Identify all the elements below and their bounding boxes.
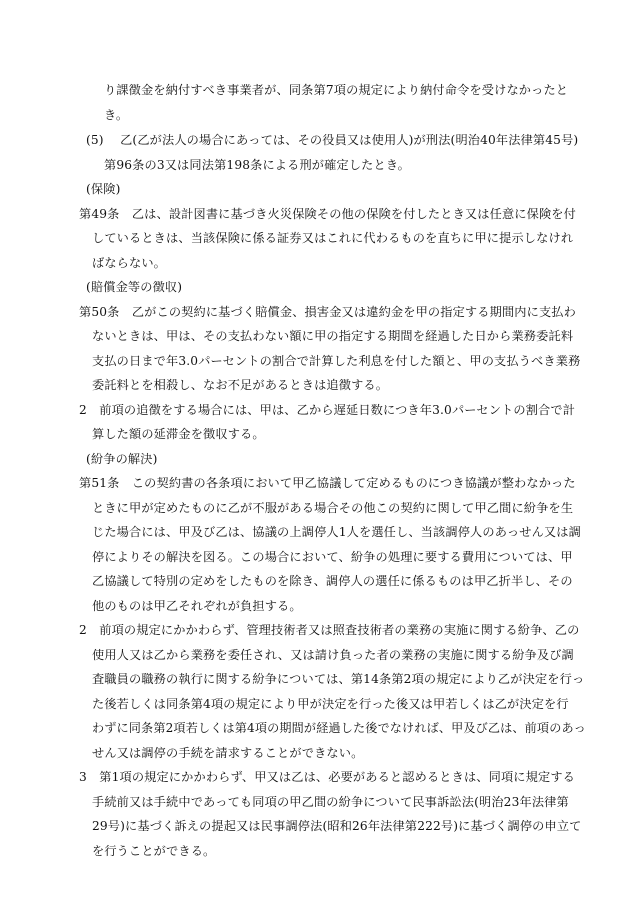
section-heading: (紛争の解決): [86, 452, 158, 466]
text-line: 使用人又は乙から業務を委任され、又は請け負った者の業務の実施に関する紛争及び調: [92, 648, 574, 662]
text-line: じた場合には、甲及び乙は、協議の上調停人1人を選任し、当該調停人のあっせん又は調: [92, 525, 581, 539]
text-line: 査職員の職務の執行に関する紛争については、第14条第2項の規定により乙が決定を行っ: [92, 672, 585, 686]
text-line: 2 前項の追徴をする場合には、甲は、乙から遅延日数につき年3.0パーセントの割合で計: [79, 403, 576, 417]
text-line: せん又は調停の手続を請求することができない。: [92, 746, 364, 760]
text-line: 算した額の延滞金を徴収する。: [92, 427, 265, 441]
section-heading: (保険): [86, 182, 121, 196]
text-line: 乙協議して特別の定めをしたものを除き、調停人の選任に係るものは甲乙折半し、その: [92, 574, 573, 588]
text-line: ときに甲が定めたものに乙が不服がある場合その他この契約に関して甲乙間に紛争を生: [92, 501, 574, 515]
text-line: ないときは、甲は、その支払わない額に甲の指定する期間を経過した日から業務委託料: [92, 329, 574, 343]
text-line: しているときは、当該保険に係る証券又はこれに代わるものを直ちに甲に提示しなけれ: [92, 231, 574, 245]
text-line: 支払の日まで年3.0パーセントの割合で計算した利息を付した額と、甲の支払うべき業務: [92, 354, 581, 368]
text-line: 停によりその解決を図る。この場合において、紛争の処理に要する費用については、甲: [92, 550, 573, 564]
text-line: わずに同条第2項若しくは第4項の期間が経過した後でなければ、甲及び乙は、前項のあっ: [92, 721, 586, 735]
text-line: 3 第1項の規定にかかわらず、甲又は乙は、必要があると認めるときは、同項に規定する: [79, 770, 575, 784]
text-line: 2 前項の規定にかかわらず、管理技術者又は照査技術者の業務の実施に関する紛争、乙の: [79, 623, 580, 637]
text-line: 手続前又は手続中であっても同項の甲乙間の紛争について民事訴訟法(明治23年法律第: [92, 795, 569, 809]
text-line: 第51条 この契約書の各条項において甲乙協議して定めるものにつき協議が整わなかった: [79, 476, 576, 490]
text-line: (5) 乙(乙が法人の場合にあっては、その役員又は使用人)が刑法(明治40年法律第45号): [86, 133, 579, 147]
text-line: 第96条の3又は同法第198条による刑が確定したとき。: [104, 158, 411, 172]
text-line: り課徴金を納付すべき事業者が、同条第7項の規定により納付命令を受けなかったと: [104, 83, 569, 97]
text-line: き。: [104, 108, 129, 122]
text-line: 29号)に基づく訴えの提起又は民事調停法(昭和26年法律第222号)に基づく調停の申立て: [92, 819, 582, 833]
section-heading: (賠償金等の徴収): [86, 280, 183, 294]
text-line: た後若しくは同条第4項の規定により甲が決定を行った後又は甲若しくは乙が決定を行: [92, 697, 569, 711]
text-line: 委託料とを相殺し、なお不足があるときは追徴する。: [92, 378, 389, 392]
text-line: ばならない。: [92, 256, 167, 270]
text-line: 他のものは甲乙それぞれが負担する。: [92, 599, 302, 613]
text-line: 第50条 乙がこの契約に基づく賠償金、損害金又は違約金を甲の指定する期間内に支払わ: [79, 305, 576, 319]
text-line: 第49条 乙は、設計図書に基づき火災保険その他の保険を付したとき又は任意に保険を付: [79, 207, 576, 221]
text-line: を行うことができる。: [92, 844, 216, 858]
